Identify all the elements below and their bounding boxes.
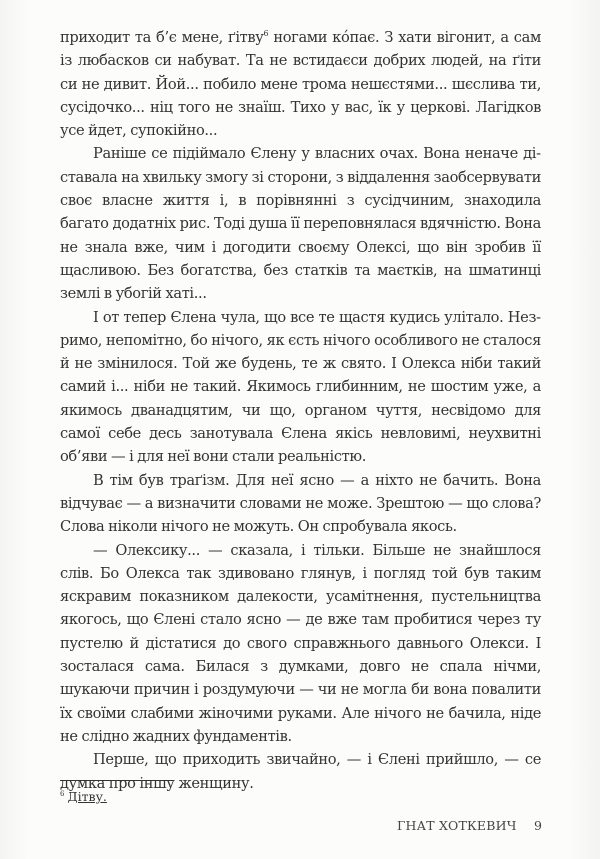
page-number: 9 [534,818,542,833]
paragraph-1-text-start: приходит та б’є мене, ґітву [60,29,264,46]
paragraph-1-text-end: ногами кóпає. З хати вігонит, а сам із любасков си набуват. Та не встидаєси добрих людей, на ґіти си не дивит. Йой... побило мене трома нешєстями... шєслива ти, сусідочко... ніц того не знаїш. Тихо у вас, їк у церкові. Лагідков усе йдет, супокійно... [60,29,541,140]
footnote-text: Дітву. [67,789,107,804]
footnote-divider [60,780,173,781]
footnote [60,789,107,804]
paragraph-4: В тім був траґізм. Для неї ясно — а ніхто не бачить. Вона відчуває — а визначити словами не може. Зрештою — що слова? Слова ніколи нічого не можуть. Он спробувала якось. [60,471,541,536]
running-footer-author: ГНАТ ХОТКЕВИЧ [397,818,517,833]
paragraph-3: І от тепер Єлена чула, що все те щастя кудись улітало. Незримо, непомітно, бо нічого, як єсть нічого особливого не сталося й не змінилося. Той же будень, те ж свято. І Олекса ніби такий самий і... ніби не такий. Якимось глибинним, не шостим уже, а якимось дванадцятим, чи що, органом чуття, несвідомо для самої себе десь занотувала Єлена якісь невловимі, неухвитні об’яви — і для неї вони стали реальністю. [60,308,541,466]
paragraph-2: Раніше се підіймало Єлену у власних очах. Вона неначе діставала на хвильку змогу зі сторони, з віддалення заобсервувати своє власне життя і, в порівнянні з сусідчиним, знаходила багато додатніх рис. Тоді душа її переповнялася вдячністю. Вона не знала вже, чим і догодити своєму Олексі, що він зробив її щасливою. Без богатства, без статків та маєтків, на шматинці землі в убогій хаті... [60,145,541,303]
footnote-mark: 6 [60,789,65,798]
paragraph-6: Перше, що приходить звичайно, — і Єлені прийшло, — се думка про іншу женщину. [60,751,541,792]
body-text [60,26,541,795]
paragraph-1 [60,26,541,142]
paragraph-5: — Олексику... — сказала, і тільки. Більше не знайшлося слів. Бо Олекса так здивовано глянув, і погляд той був таким яскравим показником далекости, усамітнення, пустельництва якогось, що Єлені стало ясно — де вже там пробитися через ту пустелю й дістатися до свого справжнього давнього Олекси. І зосталася сама. Билася з думками, довго не спала нічми, шукаючи причин і роздумуючи — чи не могла би вона повалити їх своїми слабими жіночими руками. Але нічого не бачила, ніде не слідно жадних фундаментів. [60,541,541,745]
footnote-reference[interactable]: 6 [263,29,269,39]
